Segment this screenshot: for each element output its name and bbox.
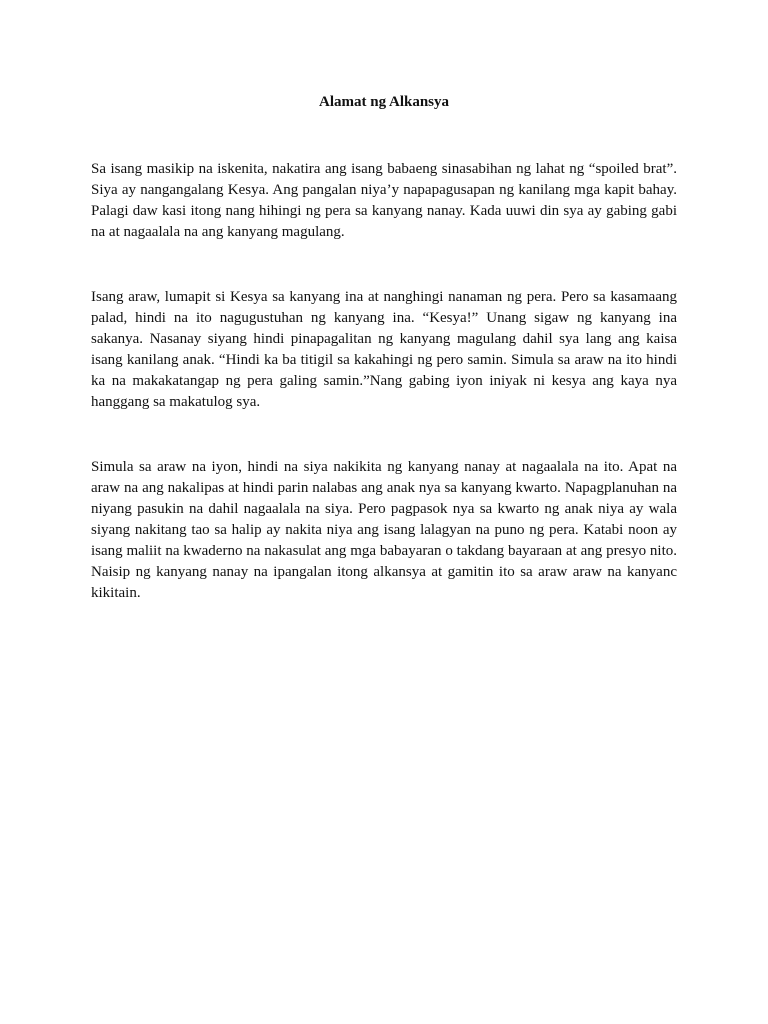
document-title: Alamat ng Alkansya bbox=[318, 94, 450, 110]
paragraph-1: Sa isang masikip na iskenita, nakatira ang isang babaeng sinasabihan ng lahat ng “spoiled brat”. Siya ay nangangalang Kesya. Ang pangalan niya’y napapagusapan ng kanilang mga kapit bahay. Palagi daw kasi itong nang hihingi ng pera sa kanyang nanay. Kada uuwi din sya ay gabing gabi na at nagaalala na ang kanyang magulang. bbox=[91, 161, 677, 240]
paragraph-2: Isang araw, lumapit si Kesya sa kanyang ina at nanghingi nanaman ng pera. Pero sa kasamaang palad, hindi na ito nagugustuhan ng kanyang ina. “Kesya!” Unang sigaw ng kanyang ina sakanya. Nasanay siyang hindi pinapagalitan ng kanyang magulang dahil sya lang ang kaisa isang kanilang anak. “Hindi ka ba titigil sa kakahingi ng pero samin. Simula sa araw na ito hindi ka na makakatangap ng pera galing samin.”Nang gabing iyon iniyak ni kesya ang kaya nya hanggang sa makatulog sya. bbox=[91, 289, 677, 410]
paragraph-3: Simula sa araw na iyon, hindi na siya nakikita ng kanyang nanay at nagaalala na ito. Apat na araw na ang nakalipas at hindi parin nalabas ang anak nya sa kanyang kwarto. Napagplanuhan na niyang pasukin na dahil nagaalala na siya. Pero pagpasok nya sa kwarto ng anak niya ay wala siyang nakitang tao sa halip ay nakita niya ang isang lalagyan na puno ng pera. Katabi noon ay isang maliit na kwaderno na nakasulat ang mga babayaran o takdang bayaraan at ang presyo nito. Naisip ng kanyang nanay na ipangalan itong alkansya at gamitin ito sa araw araw na kanyanc kikitain. bbox=[91, 459, 677, 601]
